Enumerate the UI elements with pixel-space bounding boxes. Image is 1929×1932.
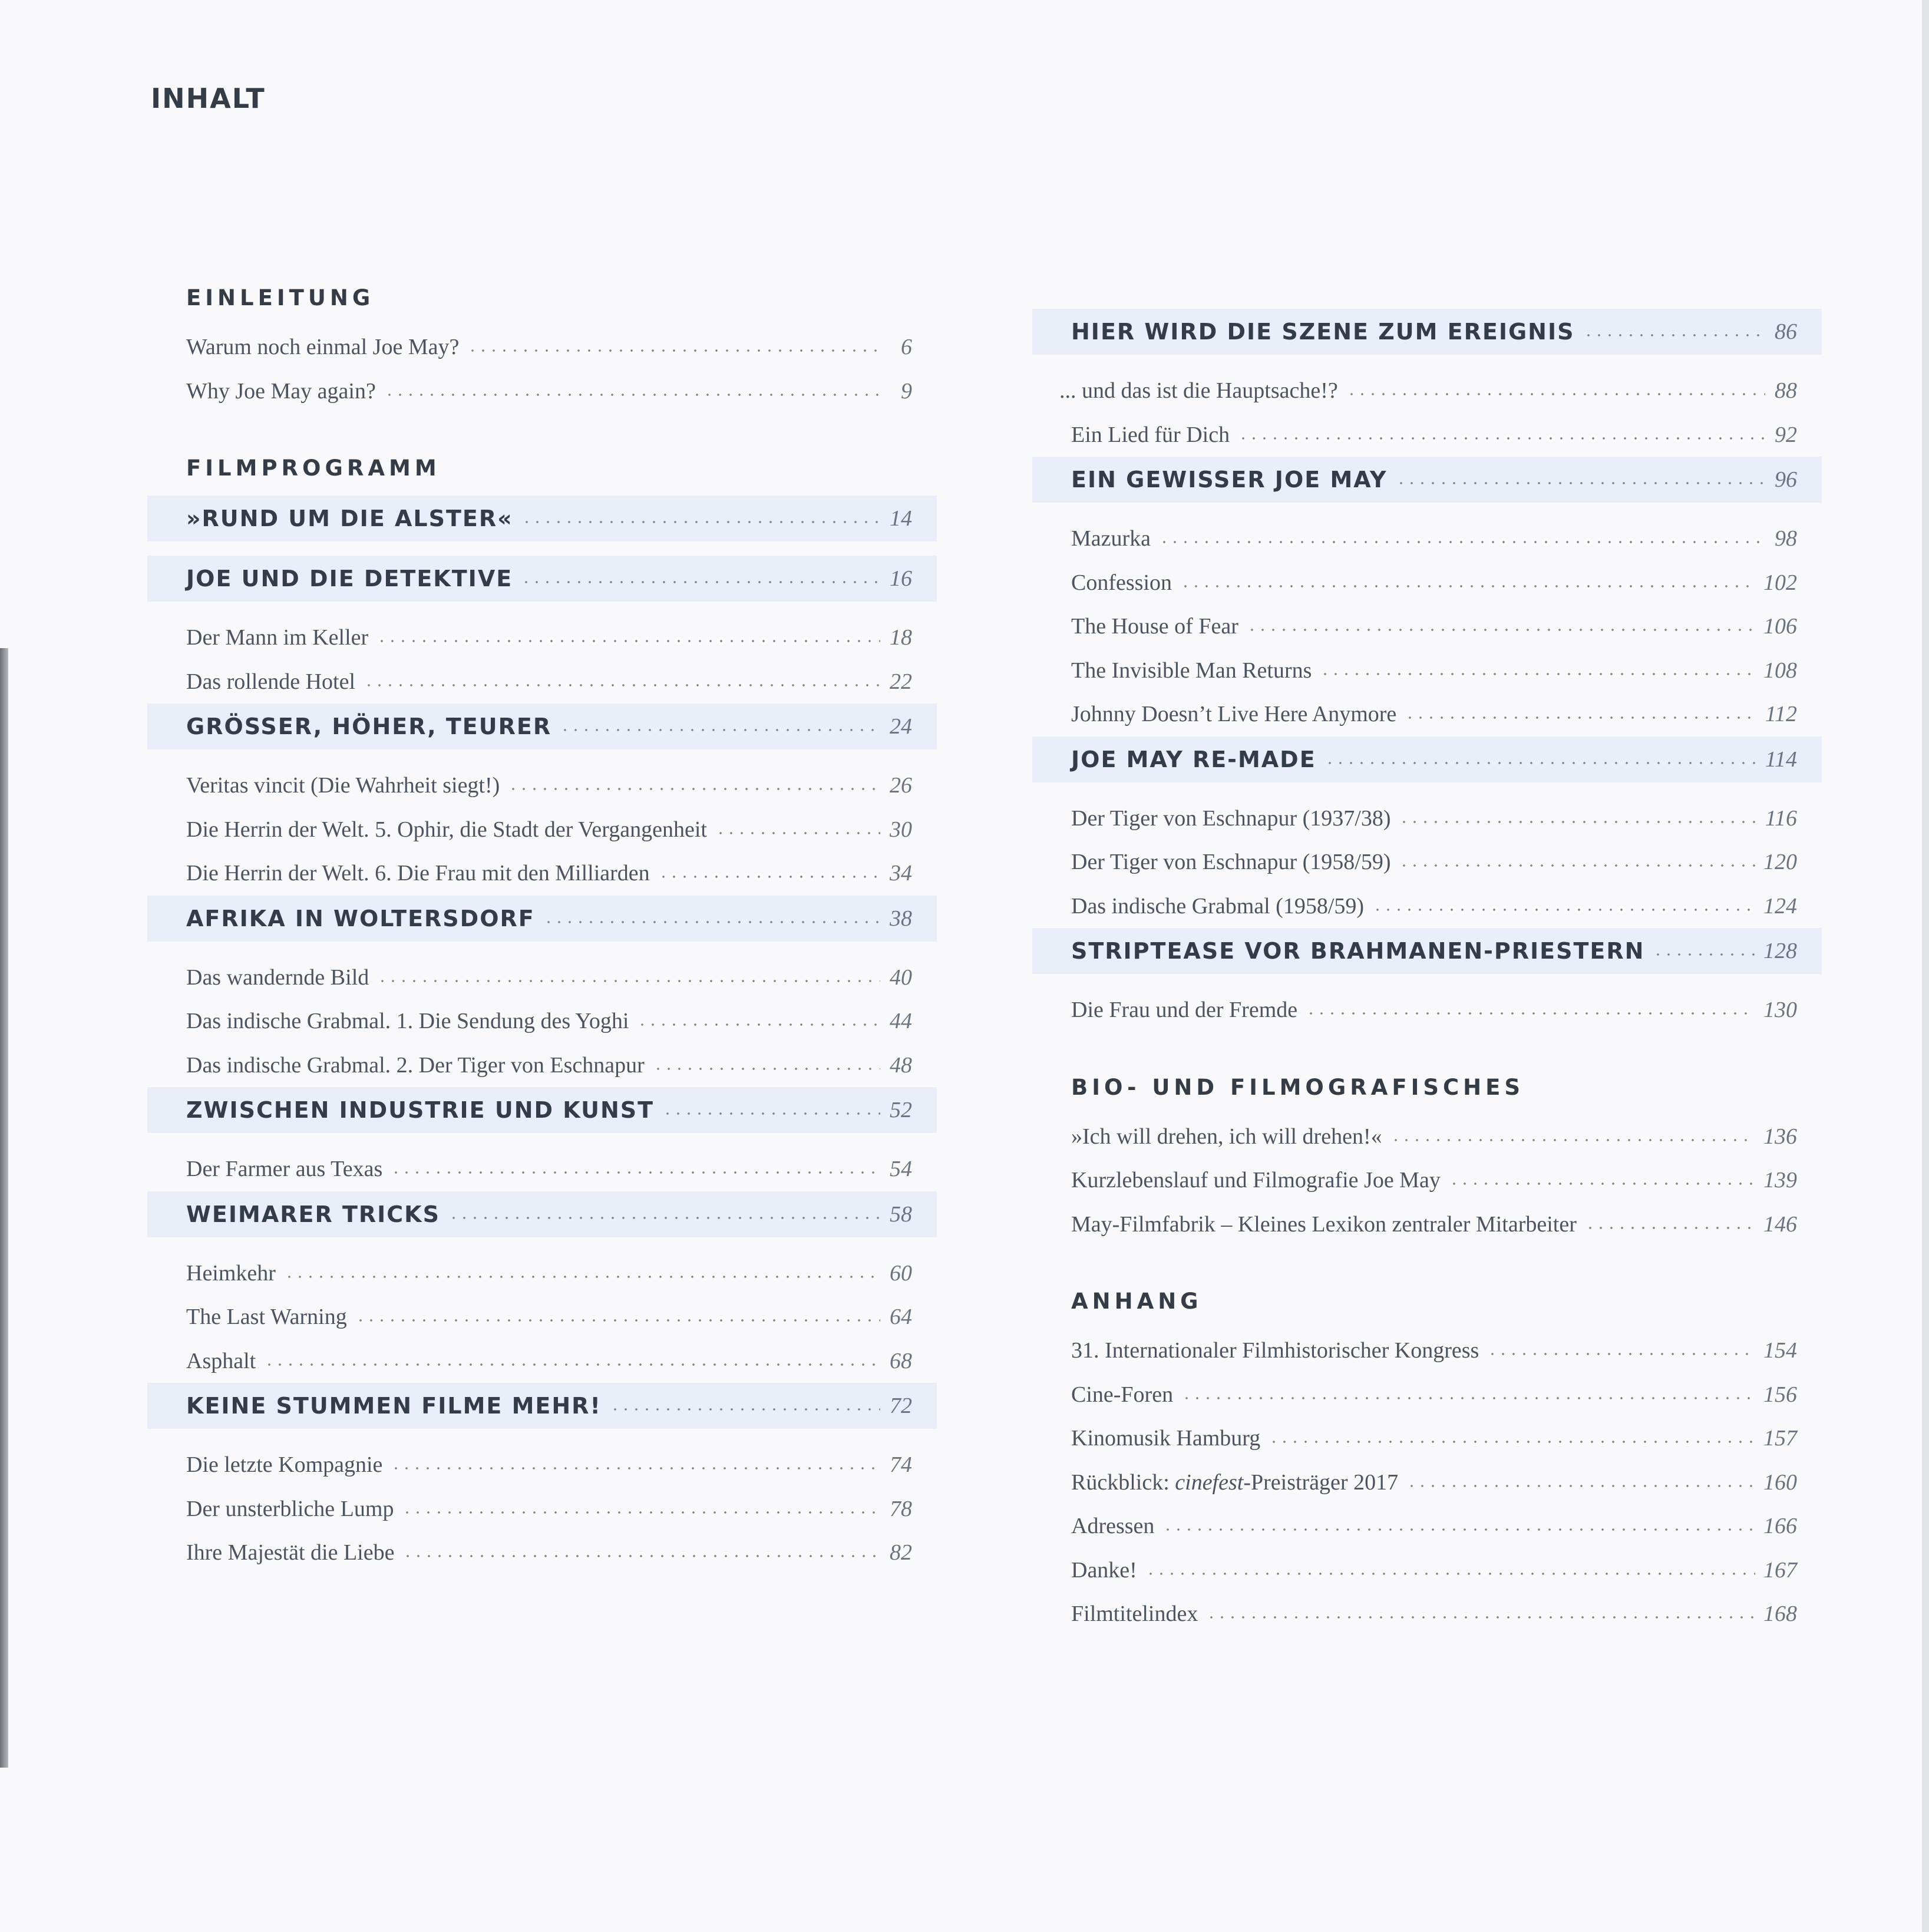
page-number: 168 (1763, 1601, 1797, 1627)
page-number: 112 (1765, 702, 1797, 727)
dot-leader (402, 1511, 880, 1514)
page-number: 40 (890, 965, 912, 990)
toc-entry[interactable] (1032, 561, 1822, 605)
page-number: 106 (1763, 614, 1797, 639)
toc-entry[interactable] (147, 369, 937, 414)
chapter-title: STRIPTEASE VOR BRAHMANEN-PRIESTERN (1071, 938, 1645, 964)
entry-title: Der Mann im Keller (186, 625, 369, 650)
entry-title: Der Tiger von Eschnapur (1958/59) (1071, 850, 1391, 875)
dot-leader (391, 1467, 880, 1469)
toc-entry[interactable] (1032, 1158, 1822, 1203)
chapter-title: »RUND UM DIE ALSTER« (186, 506, 513, 531)
entry-title: Kinomusik Hamburg (1071, 1426, 1261, 1451)
dot-leader (1181, 1397, 1755, 1399)
entry-title (1071, 1469, 1398, 1495)
page-number: 146 (1763, 1211, 1797, 1237)
toc-entry[interactable] (147, 1531, 937, 1575)
dot-leader (637, 1023, 880, 1026)
page-title: INHALT (151, 82, 266, 114)
chapter-heading[interactable] (147, 896, 937, 942)
dot-leader (1306, 1012, 1755, 1015)
page-number: 54 (890, 1157, 912, 1182)
entry-title: Das indische Grabmal (1958/59) (1071, 893, 1365, 919)
page-number: 130 (1763, 998, 1797, 1023)
toc-entry[interactable] (1032, 1416, 1822, 1461)
dot-leader (1399, 864, 1755, 867)
entry-title: The House of Fear (1071, 614, 1238, 639)
page-number: 166 (1763, 1514, 1797, 1539)
page-number: 139 (1763, 1168, 1797, 1193)
page-number: 9 (901, 378, 912, 404)
dot-leader (543, 921, 880, 923)
entry-title: Adressen (1071, 1514, 1155, 1539)
dot-leader (1399, 821, 1756, 823)
toc-entry[interactable] (1032, 692, 1822, 737)
toc-entry[interactable] (1032, 884, 1822, 929)
chapter-heading[interactable] (147, 1191, 937, 1237)
entry-title: Warum noch einmal Joe May? (186, 335, 460, 360)
page-number: 74 (890, 1452, 912, 1478)
chapter-title: JOE UND DIE DETEKTIVE (186, 566, 513, 592)
entry-title: Das indische Grabmal. 2. Der Tiger von Eschnapur (186, 1052, 645, 1078)
page-number: 48 (890, 1052, 912, 1078)
chapter-heading[interactable] (147, 1087, 937, 1133)
dot-leader (391, 1171, 880, 1174)
toc-entry[interactable] (147, 851, 937, 896)
page-number: 38 (890, 906, 912, 931)
page-number: 30 (890, 817, 912, 842)
toc-entry[interactable] (147, 1487, 937, 1531)
dot-leader (1449, 1183, 1755, 1185)
dot-leader (715, 832, 880, 834)
entry-title: Die Frau und der Fremde (1071, 998, 1298, 1023)
toc-entry[interactable] (1032, 605, 1822, 649)
entry-title: 31. Internationaler Filmhistorischer Kongress (1071, 1338, 1479, 1363)
dot-leader (1238, 437, 1765, 440)
entry-title: Die letzte Kompagnie (186, 1452, 383, 1478)
toc-entry[interactable] (1032, 988, 1822, 1032)
dot-leader (264, 1363, 880, 1366)
toc-entry[interactable] (1032, 840, 1822, 884)
dot-leader (662, 1112, 880, 1115)
entry-title: Filmtitelindex (1071, 1601, 1198, 1627)
page-number: 156 (1763, 1382, 1797, 1407)
entry-title: Johnny Doesn’t Live Here Anymore (1071, 702, 1397, 727)
page-number: 120 (1763, 850, 1797, 875)
dot-leader (467, 349, 880, 352)
page-number: 22 (890, 669, 912, 694)
page-number: 6 (901, 335, 912, 360)
dot-leader (364, 684, 880, 686)
binding-shadow (0, 648, 8, 1768)
toc-entry[interactable] (1032, 1548, 1822, 1593)
toc-entry[interactable] (1032, 1373, 1822, 1417)
chapter-title: JOE MAY RE-MADE (1071, 746, 1316, 772)
dot-leader (1583, 334, 1766, 336)
entry-title: Why Joe May again? (186, 378, 376, 404)
toc-entry[interactable] (147, 325, 937, 369)
entry-title: ... und das ist die Hauptsache!? (1059, 378, 1338, 404)
page-number: 124 (1763, 893, 1797, 919)
dot-leader (508, 788, 880, 790)
entry-title: Das rollende Hotel (186, 669, 356, 694)
dot-leader (402, 1555, 880, 1557)
toc-entry[interactable] (1032, 369, 1822, 413)
page-number: 102 (1763, 570, 1797, 595)
section-anhang: ANHANG (1071, 1289, 1203, 1314)
dot-leader (560, 729, 880, 731)
entry-title: Asphalt (186, 1348, 256, 1373)
page-number: 26 (890, 773, 912, 798)
entry-title: Ihre Majestät die Liebe (186, 1540, 395, 1566)
toc-entry[interactable] (1032, 1115, 1822, 1159)
entry-title: Das wandernde Bild (186, 965, 369, 990)
dot-leader (521, 521, 880, 523)
toc-right-column (1032, 271, 1822, 1636)
entry-title-suffix: -Preisträger 2017 (1243, 1469, 1399, 1495)
page-number: 44 (890, 1009, 912, 1034)
dot-leader (1269, 1441, 1755, 1443)
section-filmprogramm: FILMPROGRAMM (186, 455, 441, 481)
page-number: 68 (890, 1348, 912, 1373)
chapter-title: AFRIKA IN WOLTERSDORF (186, 905, 535, 932)
toc-entry[interactable] (1032, 1203, 1822, 1247)
page-number: 86 (1775, 319, 1797, 344)
chapter-heading[interactable] (147, 704, 937, 749)
page-number: 14 (890, 506, 912, 531)
dot-leader (1145, 1573, 1755, 1575)
page-number: 60 (890, 1260, 912, 1286)
page-number: 24 (890, 714, 912, 739)
page-number: 78 (890, 1496, 912, 1521)
toc-entry[interactable] (1032, 413, 1822, 457)
toc-entry[interactable] (147, 1295, 937, 1339)
page-number: 116 (1765, 805, 1797, 831)
page-number: 128 (1763, 939, 1797, 963)
page-number: 160 (1763, 1469, 1797, 1495)
page-number: 157 (1763, 1426, 1797, 1451)
chapter-heading[interactable] (1032, 309, 1822, 355)
toc-entry[interactable] (147, 956, 937, 1000)
toc-entry[interactable] (147, 1043, 937, 1088)
dot-leader (1487, 1353, 1755, 1355)
toc-entry[interactable] (147, 1147, 937, 1191)
toc-entry[interactable] (147, 616, 937, 660)
chapter-title: GRÖSSER, HÖHER, TEURER (186, 714, 552, 739)
page-number: 88 (1775, 378, 1797, 404)
page-number: 34 (890, 861, 912, 886)
entry-title: Der Tiger von Eschnapur (1937/38) (1071, 805, 1391, 831)
entry-title: Der unsterbliche Lump (186, 1496, 394, 1521)
toc-entry[interactable] (1032, 1461, 1822, 1505)
dot-leader (1585, 1227, 1755, 1229)
page-number: 52 (890, 1098, 912, 1122)
chapter-title: HIER WIRD DIE SZENE ZUM EREIGNIS (1071, 319, 1575, 345)
toc-entry[interactable] (1032, 649, 1822, 693)
dot-leader (1406, 1485, 1755, 1487)
dot-leader (1346, 393, 1765, 395)
dot-leader (1162, 1528, 1755, 1531)
section-einleitung: EINLEITUNG (186, 285, 375, 311)
dot-leader (284, 1276, 880, 1278)
entry-title: Heimkehr (186, 1260, 276, 1286)
page-number: 167 (1763, 1557, 1797, 1583)
entry-title: Kurzlebenslauf und Filmografie Joe May (1071, 1168, 1441, 1193)
page-number: 154 (1763, 1338, 1797, 1363)
toc-left-column (147, 271, 937, 1575)
entry-title: Danke! (1071, 1557, 1137, 1583)
entry-title: Der Farmer aus Texas (186, 1157, 383, 1182)
toc-entry[interactable] (147, 808, 937, 852)
entry-title: The Invisible Man Returns (1071, 658, 1312, 683)
entry-title-prefix: Rückblick: (1071, 1469, 1175, 1495)
dot-leader (1324, 762, 1757, 764)
section-bio-filmografisches: BIO- UND FILMOGRAFISCHES (1071, 1074, 1525, 1100)
toc-entry[interactable] (1032, 1592, 1822, 1636)
entry-title: Das indische Grabmal. 1. Die Sendung des Yoghi (186, 1009, 629, 1034)
toc-entry[interactable] (1032, 1504, 1822, 1548)
page-number: 64 (890, 1304, 912, 1330)
entry-title: Die Herrin der Welt. 5. Ophir, die Stadt der Vergangenheit (186, 817, 707, 842)
dot-leader (610, 1408, 880, 1411)
dot-leader (376, 640, 880, 642)
page-number: 82 (890, 1540, 912, 1566)
entry-title: Confession (1071, 570, 1172, 595)
dot-leader (1405, 716, 1757, 719)
page-number: 16 (890, 566, 912, 591)
entry-title: May-Filmfabrik – Kleines Lexikon zentraler Mitarbeiter (1071, 1211, 1577, 1237)
entry-title: Die Herrin der Welt. 6. Die Frau mit den Milliarden (186, 861, 650, 886)
chapter-title: EIN GEWISSER JOE MAY (1071, 467, 1388, 493)
spacer (1032, 271, 1822, 309)
dot-leader (1372, 909, 1755, 911)
page-number: 136 (1763, 1124, 1797, 1149)
page-number: 96 (1775, 467, 1797, 492)
dot-leader (377, 980, 880, 982)
dot-leader (355, 1319, 880, 1322)
toc-entry[interactable] (1032, 517, 1822, 561)
toc-entry[interactable] (147, 999, 937, 1043)
dot-leader (1180, 585, 1755, 587)
toc-entry[interactable] (147, 1443, 937, 1487)
page-number: 92 (1775, 422, 1797, 447)
toc-entry[interactable] (147, 1339, 937, 1383)
chapter-heading[interactable] (147, 1383, 937, 1429)
dot-leader (521, 581, 880, 583)
dot-leader (1653, 953, 1755, 956)
toc-entry[interactable] (1032, 1329, 1822, 1373)
dot-leader (653, 1068, 880, 1070)
page-edge (1922, 0, 1929, 1932)
chapter-heading[interactable] (1032, 737, 1822, 782)
page-number: 108 (1763, 658, 1797, 683)
toc-entry[interactable] (1032, 797, 1822, 841)
page-number: 72 (890, 1393, 912, 1418)
entry-title: Ein Lied für Dich (1071, 422, 1230, 447)
page-number: 98 (1775, 526, 1797, 551)
page-number: 18 (890, 625, 912, 650)
chapter-title: ZWISCHEN INDUSTRIE UND KUNST (186, 1097, 655, 1123)
dot-leader (384, 394, 880, 396)
chapter-heading[interactable] (1032, 928, 1822, 974)
entry-title: Veritas vincit (Die Wahrheit siegt!) (186, 773, 500, 798)
toc-entry[interactable] (147, 1251, 937, 1296)
toc-entry[interactable] (147, 764, 937, 808)
chapter-title: KEINE STUMMEN FILME MEHR! (186, 1393, 602, 1419)
entry-title: »Ich will drehen, ich will drehen!« (1071, 1124, 1382, 1149)
entry-title: Cine-Foren (1071, 1382, 1174, 1407)
dot-leader (1206, 1616, 1755, 1619)
toc-entry[interactable] (147, 660, 937, 704)
dot-leader (1320, 673, 1755, 675)
page-number: 114 (1765, 747, 1797, 772)
dot-leader (1396, 482, 1765, 484)
dot-leader (1390, 1139, 1755, 1141)
dot-leader (1159, 541, 1765, 543)
chapter-title: WEIMARER TRICKS (186, 1201, 440, 1227)
dot-leader (658, 876, 880, 878)
chapter-heading[interactable] (147, 556, 937, 602)
dot-leader (1247, 629, 1755, 631)
entry-title: The Last Warning (186, 1304, 347, 1330)
dot-leader (448, 1217, 880, 1219)
chapter-heading[interactable] (147, 496, 937, 541)
entry-title: Mazurka (1071, 526, 1151, 551)
page-number: 58 (890, 1201, 912, 1227)
entry-title-italic: cinefest (1175, 1469, 1244, 1495)
chapter-heading[interactable] (1032, 457, 1822, 503)
